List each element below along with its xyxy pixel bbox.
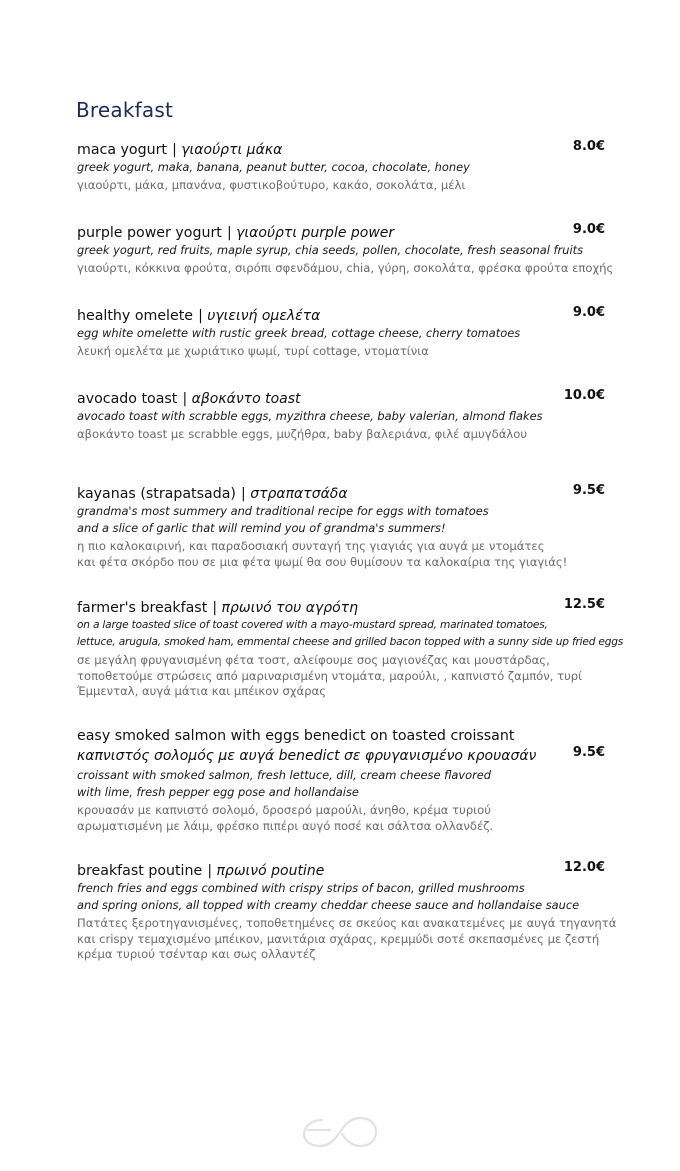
menu-item-title-row: [77, 222, 605, 242]
description-en-line: croissant with smoked salmon, fresh lettuce, dill, cream cheese flavored: [77, 768, 492, 782]
description-en-line: grandma's most summery and traditional recipe for eggs with tomatoes: [77, 504, 489, 518]
description-en-line: greek yogurt, maka, banana, peanut butter, cocoa, chocolate, honey: [77, 160, 470, 174]
item-description-en: [77, 408, 605, 425]
item-name-gr: καπνιστός σολομός με αυγά benedict σε φρυγανισμένο κρουασάν: [77, 748, 537, 764]
description-en-line: french fries and eggs combined with crispy strips of bacon, grilled mushrooms: [77, 881, 525, 895]
item-name-gr: γιαούρτι μάκα: [181, 142, 283, 158]
description-gr-line: σε μεγάλη φρυγανισμένη φέτα τοστ, αλείφουμε σος μαγιονέζας και μουστάρδας,: [77, 653, 550, 667]
item-name-en: kayanas (strapatsada): [77, 486, 236, 502]
item-price: 8.0€: [572, 139, 605, 154]
item-description-gr: [77, 803, 605, 834]
item-price: 9.5€: [572, 745, 605, 760]
item-price: 9.0€: [572, 222, 605, 237]
menu-item-farmers-breakfast: [77, 597, 624, 700]
item-description-en: [77, 767, 605, 801]
menu-item-title-row: [77, 483, 605, 503]
item-description-en: [77, 242, 605, 259]
item-description-en: [77, 325, 605, 342]
menu-item-title-row: [77, 305, 605, 325]
item-description-gr: [77, 539, 605, 570]
name-separator: |: [241, 486, 251, 502]
item-name-gr: πρωινό του αγρότη: [221, 600, 358, 616]
item-name-en: purple power yogurt: [77, 225, 222, 241]
item-description-gr: [77, 261, 614, 277]
menu-item-purple-power-yogurt: [77, 222, 614, 277]
description-gr-line: τοποθετούμε στρώσεις από μαριναρισμένη ντομάτα, μαρούλι, , καπνιστό ζαμπόν, τυρί: [77, 668, 583, 683]
menu-item-breakfast-poutine: [77, 860, 617, 963]
menu-item-title-row: [77, 597, 605, 617]
item-name-en: easy smoked salmon with eggs benedict on toasted croissant: [77, 728, 515, 744]
item-name-en: maca yogurt: [77, 142, 167, 158]
description-gr-line: κρέμα τυριού τσένταρ και σως ολλαντέζ: [77, 947, 316, 961]
item-description-en: [77, 159, 605, 176]
description-gr-line: γιαούρτι, μάκα, μπανάνα, φυστικοβούτυρο, κακάο, σοκολάτα, μέλι: [77, 178, 466, 192]
item-name-en: breakfast poutine: [77, 863, 203, 879]
item-name-gr: γιαούρτι purple power: [236, 225, 395, 241]
description-en-line: greek yogurt, red fruits, maple syrup, chia seeds, pollen, chocolate, fresh seasonal fruits: [77, 243, 584, 257]
description-gr-line: αρωματισμένη με λάιμ, φρέσκο πιπέρι αυγό ποσέ και σάλτσα ολλανδέζ.: [77, 818, 494, 833]
description-en-line: egg white omelette with rustic greek bread, cottage cheese, cherry tomatoes: [77, 326, 521, 340]
item-name-gr: στραπατσάδα: [250, 486, 348, 502]
item-price: 12.5€: [563, 597, 605, 612]
description-gr-line: και φέτα σκόρδο που σε μια φέτα ψωμί θα σου θυμίσουν τα καλοκαίρια της γιαγιάς!: [77, 554, 568, 569]
name-separator: |: [198, 308, 208, 324]
description-en-line: avocado toast with scrabble eggs, myzithra cheese, baby valerian, almond flakes: [77, 409, 543, 423]
item-name-en: healthy omelete: [77, 308, 194, 324]
item-price: 10.0€: [563, 388, 605, 403]
item-description-en: [77, 617, 624, 651]
description-en-line: and a slice of garlic that will remind you of grandma's summers!: [77, 521, 446, 535]
description-gr-line: αβοκάντο toast με scrabble eggs, μυζήθρα, baby βαλεριάνα, φιλέ αμυγδάλου: [77, 427, 528, 441]
menu-item-title-row-gr: [77, 745, 605, 765]
brand-logo-icon: [300, 1112, 380, 1152]
item-description-gr: [77, 427, 605, 443]
description-gr-line: λευκή ομελέτα με χωριάτικο ψωμί, τυρί cottage, ντοματίνια: [77, 344, 429, 358]
item-description-gr: [77, 916, 617, 963]
description-gr-line: Έμμενταλ, αυγά μάτια και μπέικον σχάρας: [77, 684, 326, 698]
menu-item-avocado-toast: [77, 388, 605, 443]
menu-item-maca-yogurt: [77, 139, 605, 194]
item-price: 9.5€: [572, 483, 605, 498]
menu-item-title-row: [77, 388, 605, 408]
menu-item-smoked-salmon-benedict: [77, 725, 605, 834]
menu-item-healthy-omelete: [77, 305, 605, 360]
description-gr-line: γιαούρτι, κόκκινα φρούτα, σιρόπι σφενδάμου, chia, γύρη, σοκολάτα, φρέσκα φρούτα εποχής: [77, 261, 614, 275]
item-description-en: [77, 503, 605, 537]
description-en-line: on a large toasted slice of toast covered with a mayo-mustard spread, marinated tomatoes,: [77, 619, 548, 631]
item-name-gr: πρωινό poutine: [216, 863, 325, 879]
item-description-gr: [77, 344, 605, 360]
item-price: 9.0€: [572, 305, 605, 320]
name-separator: |: [212, 600, 222, 616]
name-separator: |: [207, 863, 217, 879]
name-separator: |: [182, 391, 192, 407]
description-gr-line: Πατάτες ξεροτηγανισμένες, τοποθετημένες σε σκεύος και ανακατεμένες με αυγά τηγανητά: [77, 916, 617, 930]
menu-item-kayanas: [77, 483, 605, 570]
menu-item-title-row: [77, 860, 605, 880]
description-en-line: lettuce, arugula, smoked ham, emmental cheese and grilled bacon topped with a sunny side up fried eggs: [77, 636, 624, 648]
item-description-en: [77, 880, 605, 914]
description-gr-line: η πιο καλοκαιρινή, και παραδοσιακή συνταγή της γιαγιάς για αυγά με ντομάτες: [77, 539, 545, 553]
item-name-gr: αβοκάντο toast: [191, 391, 301, 407]
item-description-gr: [77, 653, 605, 700]
menu-item-title-row: [77, 725, 605, 745]
description-gr-line: κρουασάν με καπνιστό σολομό, δροσερό μαρούλι, άνηθο, κρέμα τυριού: [77, 803, 491, 817]
item-name-gr: υγιεινή ομελέτα: [207, 308, 321, 324]
menu-item-title-row: [77, 139, 605, 159]
name-separator: |: [226, 225, 237, 241]
description-gr-line: και crispy τεμαχισμένο μπέικον, μανιτάρια σχάρας, κρεμμύδι σοτέ σκεπασμένες με ζεστή: [77, 931, 600, 946]
section-heading: Breakfast: [76, 98, 174, 122]
item-description-gr: [77, 178, 605, 194]
name-separator: |: [172, 142, 182, 158]
item-name-en: avocado toast: [77, 391, 178, 407]
item-price: 12.0€: [563, 860, 605, 875]
description-en-line: and spring onions, all topped with creamy cheddar cheese sauce and hollandaise sauce: [77, 898, 580, 912]
item-name-en: farmer's breakfast: [77, 600, 208, 616]
description-en-line: with lime, fresh pepper egg pose and hollandaise: [77, 785, 359, 799]
